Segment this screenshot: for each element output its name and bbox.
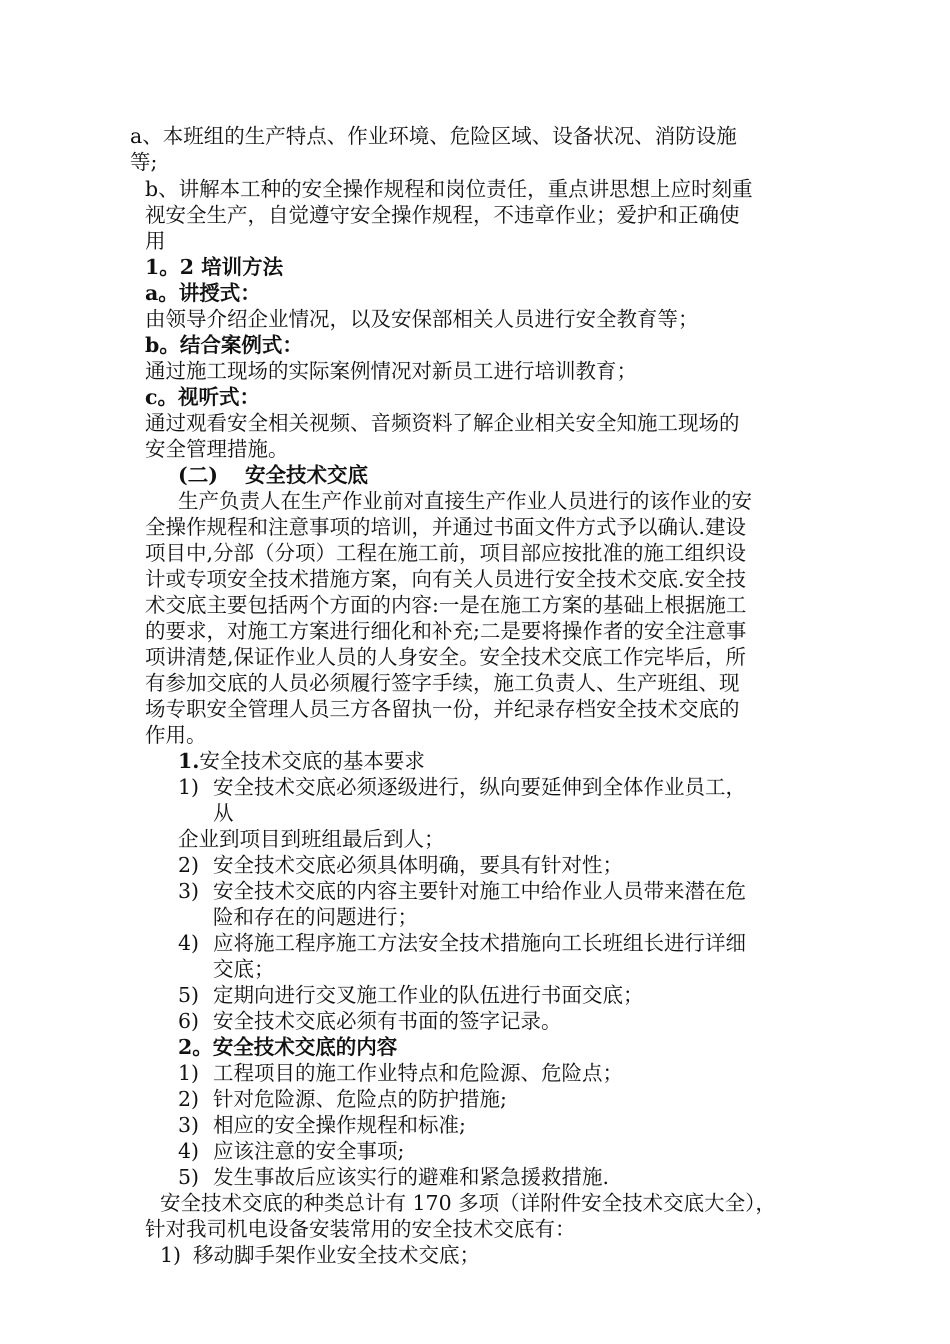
method-case-text: 通过施工现场的实际案例情况对新员工进行培训教育； bbox=[145, 359, 637, 383]
method-lecture-text: 由领导介绍企业情况，以及安保部相关人员进行安全教育等； bbox=[145, 307, 699, 331]
requirement-6: 安全技术交底必须有书面的签字记录。 bbox=[213, 1009, 562, 1033]
content-item: 相应的安全操作规程和标准; bbox=[213, 1113, 466, 1137]
method-case-title: b。结合案例式： bbox=[145, 333, 303, 357]
requirement-4-line2: 交底； bbox=[213, 957, 275, 981]
section-para-line: 作用。 bbox=[145, 723, 207, 747]
section-para-line: 有参加交底的人员必须履行签字手续，施工负责人、生产班组、现 bbox=[145, 671, 740, 695]
types-line2: 针对我司机电设备安装常用的安全技术交底有： bbox=[145, 1217, 576, 1241]
list-number: 1) bbox=[160, 1243, 182, 1267]
requirement-1-line3: 企业到项目到班组最后到人； bbox=[178, 827, 445, 851]
types-item-1: 移动脚手架作业安全技术交底； bbox=[193, 1243, 480, 1267]
list-number: 3) bbox=[178, 879, 200, 903]
section-para-line: 全操作规程和注意事项的培训，并通过书面文件方式予以确认.建设 bbox=[145, 515, 747, 539]
requirement-3-line1: 安全技术交底的内容主要针对施工中给作业人员带来潜在危 bbox=[213, 879, 746, 903]
section-para-line: 计或专项安全技术措施方案，向有关人员进行安全技术交底.安全技 bbox=[145, 567, 747, 591]
section-para-line: 项讲清楚,保证作业人员的人身安全。安全技术交底工作完毕后，所 bbox=[145, 645, 747, 669]
content-item: 应该注意的安全事项; bbox=[213, 1139, 405, 1163]
requirement-2: 安全技术交底必须具体明确，要具有针对性； bbox=[213, 853, 623, 877]
section-number: (二) bbox=[178, 463, 218, 487]
requirement-3-line2: 险和存在的问题进行； bbox=[213, 905, 418, 929]
list-number: 5) bbox=[178, 1165, 200, 1189]
requirement-1-line1: 安全技术交底必须逐级进行，纵向要延伸到全体作业员工， bbox=[213, 775, 746, 799]
intro-b-line2: 视安全生产，自觉遵守安全操作规程，不违章作业；爱护和正确使 bbox=[145, 203, 740, 227]
contents-heading: 2。安全技术交底的内容 bbox=[178, 1035, 398, 1059]
method-lecture-title: a。讲授式： bbox=[145, 281, 261, 305]
intro-a-line2: 等; bbox=[130, 150, 158, 174]
section-para-line: 术交底主要包括两个方面的内容:一是在施工方案的基础上根据施工 bbox=[145, 593, 747, 617]
section-para-line: 项目中,分部（分项）工程在施工前，项目部应按批准的施工组织设 bbox=[145, 541, 747, 565]
requirements-heading bbox=[178, 748, 425, 774]
content-item: 工程项目的施工作业特点和危险源、危险点； bbox=[213, 1061, 623, 1085]
list-number: 1) bbox=[178, 1061, 200, 1085]
list-number: 1) bbox=[178, 775, 200, 799]
requirement-5: 定期向进行交叉施工作业的队伍进行书面交底； bbox=[213, 983, 644, 1007]
requirement-1-line2: 从 bbox=[213, 801, 234, 825]
training-heading: 1。2 培训方法 bbox=[145, 255, 284, 279]
list-number: 4) bbox=[178, 1139, 200, 1163]
section-title: 安全技术交底 bbox=[245, 463, 368, 487]
method-av-text-1: 通过观看安全相关视频、音频资料了解企业相关安全知施工现场的 bbox=[145, 411, 740, 435]
intro-b-line3: 用 bbox=[145, 229, 166, 253]
list-number: 4) bbox=[178, 931, 200, 955]
section-para-line: 生产负责人在生产作业前对直接生产作业人员进行的该作业的安 bbox=[178, 489, 752, 513]
types-line1: 安全技术交底的种类总计有 170 多项（详附件安全技术交底大全）， bbox=[160, 1191, 776, 1215]
content-item: 针对危险源、危险点的防护措施; bbox=[213, 1087, 507, 1111]
list-number: 2) bbox=[178, 1087, 200, 1111]
section-para-line: 场专职安全管理人员三方各留执一份，并纪录存档安全技术交底的 bbox=[145, 697, 740, 721]
method-av-text-2: 安全管理措施。 bbox=[145, 437, 289, 461]
method-av-title: c。视听式： bbox=[145, 385, 260, 409]
intro-a-line1: a、本班组的生产特点、作业环境、危险区域、设备状况、消防设施 bbox=[130, 124, 737, 148]
list-number: 5) bbox=[178, 983, 200, 1007]
list-number: 6) bbox=[178, 1009, 200, 1033]
requirement-4-line1: 应将施工程序施工方法安全技术措施向工长班组长进行详细 bbox=[213, 931, 746, 955]
list-number: 2) bbox=[178, 853, 200, 877]
list-number: 3) bbox=[178, 1113, 200, 1137]
requirements-heading-text: 安全技术交底的基本要求 bbox=[199, 749, 425, 773]
intro-b-line1: b、讲解本工种的安全操作规程和岗位责任，重点讲思想上应时刻重 bbox=[145, 177, 753, 201]
section-para-line: 的要求，对施工方案进行细化和补充;二是要将操作者的安全注意事 bbox=[145, 619, 747, 643]
requirements-heading-number: 1. bbox=[178, 749, 200, 773]
content-item: 发生事故后应该实行的避难和紧急援救措施. bbox=[213, 1165, 610, 1189]
